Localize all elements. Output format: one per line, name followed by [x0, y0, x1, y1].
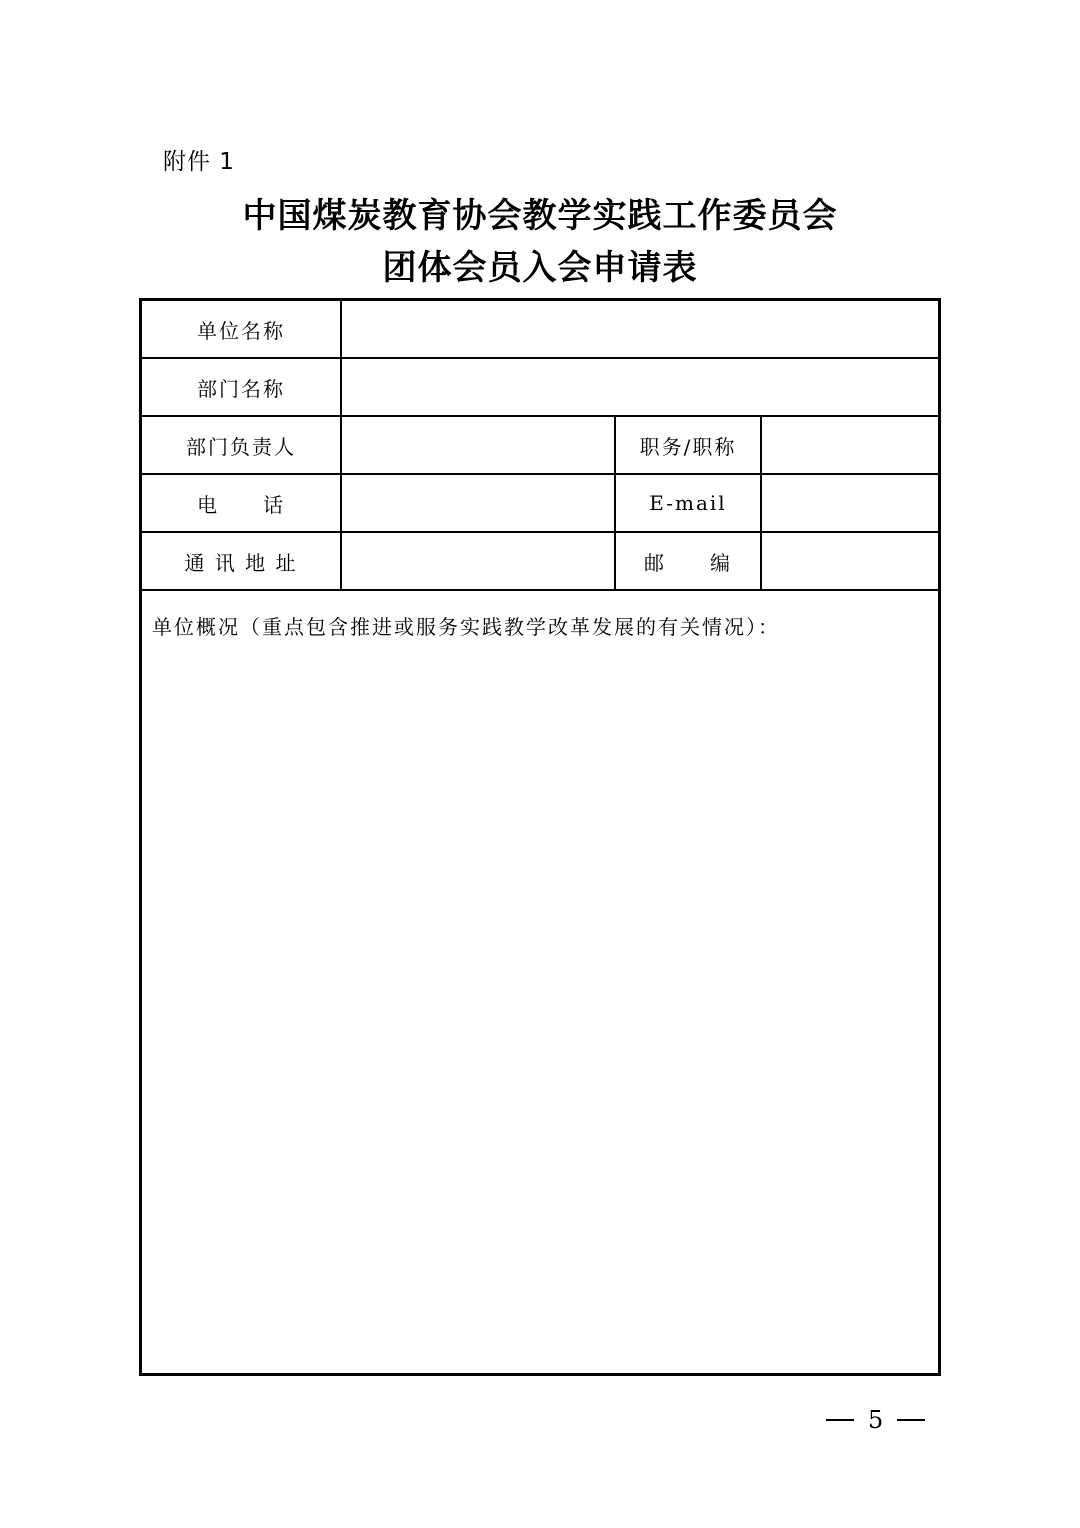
position-title-label: 职务/职称 [616, 417, 762, 473]
department-head-label: 部门负责人 [142, 417, 342, 473]
form-row-department-name [142, 359, 938, 417]
application-form-table [139, 298, 941, 1376]
form-row-department-head [142, 417, 938, 475]
phone-label: 电 话 [142, 475, 342, 531]
form-title-line2: 团体会员入会申请表 [382, 248, 698, 288]
email-field[interactable] [762, 475, 938, 531]
email-label: E-mail [616, 475, 762, 531]
unit-name-field[interactable] [342, 301, 938, 357]
form-row-unit-name [142, 301, 938, 359]
attachment-label: 附件 1 [163, 149, 235, 175]
page-number [826, 1406, 925, 1434]
form-row-phone [142, 475, 938, 533]
position-title-field[interactable] [762, 417, 938, 473]
address-field[interactable] [342, 533, 616, 589]
form-title-line1: 中国煤炭教育协会教学实践工作委员会 [242, 196, 838, 236]
unit-name-label: 单位名称 [142, 301, 342, 357]
form-row-address [142, 533, 938, 591]
department-name-field[interactable] [342, 359, 938, 415]
page-number-value: 5 [868, 1406, 884, 1434]
unit-overview-area[interactable] [142, 593, 938, 1373]
department-name-label: 部门名称 [142, 359, 342, 415]
phone-field[interactable] [342, 475, 616, 531]
postcode-label: 邮 编 [616, 533, 762, 589]
postcode-field[interactable] [762, 533, 938, 589]
page-number-dash-left [826, 1419, 854, 1421]
page-number-dash-right [897, 1419, 925, 1421]
department-head-field[interactable] [342, 417, 616, 473]
address-label: 通 讯 地 址 [142, 533, 342, 589]
unit-overview-label: 单位概况（重点包含推进或服务实践教学改革发展的有关情况）： [152, 615, 780, 639]
